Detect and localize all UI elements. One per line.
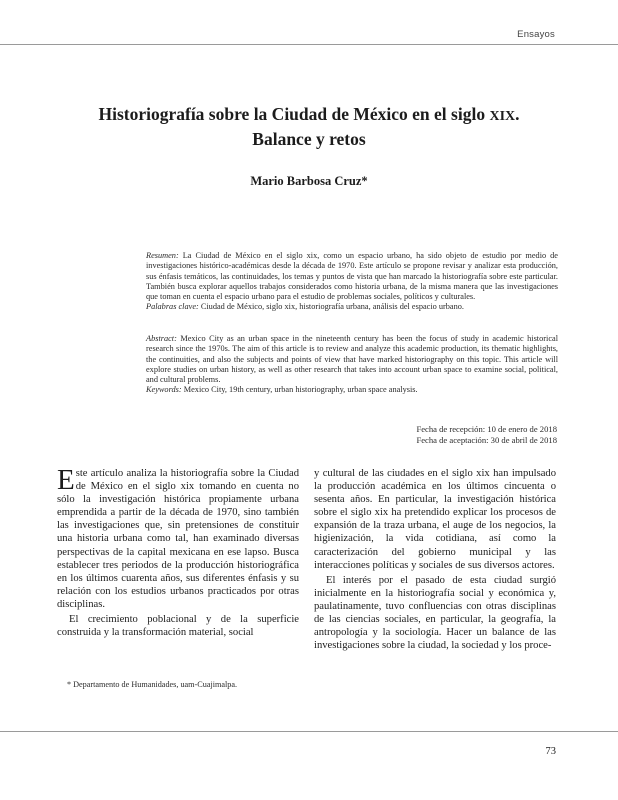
body-paragraph: y cultural de las ciudades en el siglo xix han impulsado la producción académica en los últimos cincuenta o sesenta años. En particular, la investigación histórica sobre el siglo xix ha pretendido explicar los procesos de expansión de la traza urbana, el auge de los negocios, la higienización, la vida cotidiana, así como la caracterización del gobierno municipal y las interacciones políticas y sociales de sus diversos actores.	[314, 468, 556, 571]
section-label: Ensayos	[517, 29, 555, 40]
footnote: * Departamento de Humanidades, uam-Cuajimalpa.	[67, 680, 238, 689]
page-number: 73	[545, 746, 556, 757]
body-paragraph: El interés por el pasado de esta ciudad surgió inicialmente en la historiografía social y económica y, paulatinamente, tuvo confluencias con otras disciplinas de las ciencias sociales, en particular, la geografía, la antropología y la sociología. Hacer un balance de las investigaciones sobre la ciudad, la sociedad y los proce-	[314, 574, 556, 652]
palabras-clave-text: Ciudad de México, siglo xix, historiografía urbana, análisis del espacio urbano.	[198, 302, 464, 312]
author-name: Mario Barbosa Cruz*	[250, 174, 368, 188]
abstract-label: Abstract:	[146, 334, 177, 343]
body-paragraph	[57, 464, 299, 611]
date-received: Fecha de recepción: 10 de enero de 2018	[416, 424, 557, 434]
abstract-paragraph	[146, 334, 558, 385]
resumen-text: La Ciudad de México en el siglo xix, como un espacio urbano, ha sido objeto de estudio por medio de investigaciones histórico-académicas desde la década de 1970. Este artículo se propone revisar y analizar esta producción, sus énfasis temáticos, las continuidades, los temas y puntos de vista que han marcado la historiografía sobre este particular. También busca explorar aquellos trabajos considerados como historia urbana, de la misma manera que las investigaciones que toman en cuenta el espacio urbano para el estudio de problemas sociales, políticos y culturales.	[146, 251, 558, 302]
title-period: .	[515, 104, 520, 124]
resumen-paragraph	[146, 251, 558, 302]
keywords-paragraph	[146, 385, 558, 395]
abstract-text: Mexico City as an urban space in the nineteenth century has been the focus of study in academic historical research since the 1970s. The aim of this article is to review and analyze this academic production, its thematic highlights, the continuities, and also the subjects and points of view that have marked historiography on this topic. This article will explore studies on urban history, as well as other research that takes into account urban space to examine social, political, and cultural problems.	[146, 334, 558, 385]
abstract-block	[146, 334, 558, 396]
date-accepted: Fecha de aceptación: 30 de abril de 2018	[416, 434, 557, 445]
keywords-label: Keywords:	[146, 385, 182, 395]
resumen-label: Resumen:	[146, 251, 179, 260]
title-line-1	[40, 103, 578, 128]
body-column-left	[57, 464, 299, 639]
palabras-clave-paragraph	[146, 302, 558, 312]
body-column-right	[314, 467, 556, 652]
title-text-a: Historiografía sobre la Ciudad de México en el siglo	[98, 104, 490, 124]
header-rule	[0, 44, 618, 45]
keywords-text: Mexico City, 19th century, urban historiography, urban space analysis.	[181, 385, 418, 395]
article-title	[40, 103, 578, 150]
palabras-clave-label: Palabras clave:	[146, 302, 199, 312]
footer-rule	[0, 731, 618, 732]
resumen-block	[146, 251, 558, 313]
drop-cap: E	[57, 464, 75, 496]
article-dates	[416, 424, 557, 445]
title-century: XIX	[489, 109, 516, 124]
body-text: ste artículo analiza la historiografía sobre la Ciudad de México en el siglo xix tomando en cuenta no sólo la investigación histórica propiamente urbana emprendida a partir de la década de 1970, sino también las investigaciones que, sin pretensiones de constituir una historia urbana como tal, han examinado diversas perspectivas de la capital mexicana en ese lapso. Busca establecer tres periodos de la producción historiográfica en los últimos cuarenta años, sus diferentes énfasis y su relación con los estudios urbanos practicados por otras disciplinas.	[57, 468, 299, 610]
title-line-2: Balance y retos	[252, 129, 366, 149]
body-paragraph: El crecimiento poblacional y de la superficie construida y la transformación material, social	[57, 614, 299, 639]
